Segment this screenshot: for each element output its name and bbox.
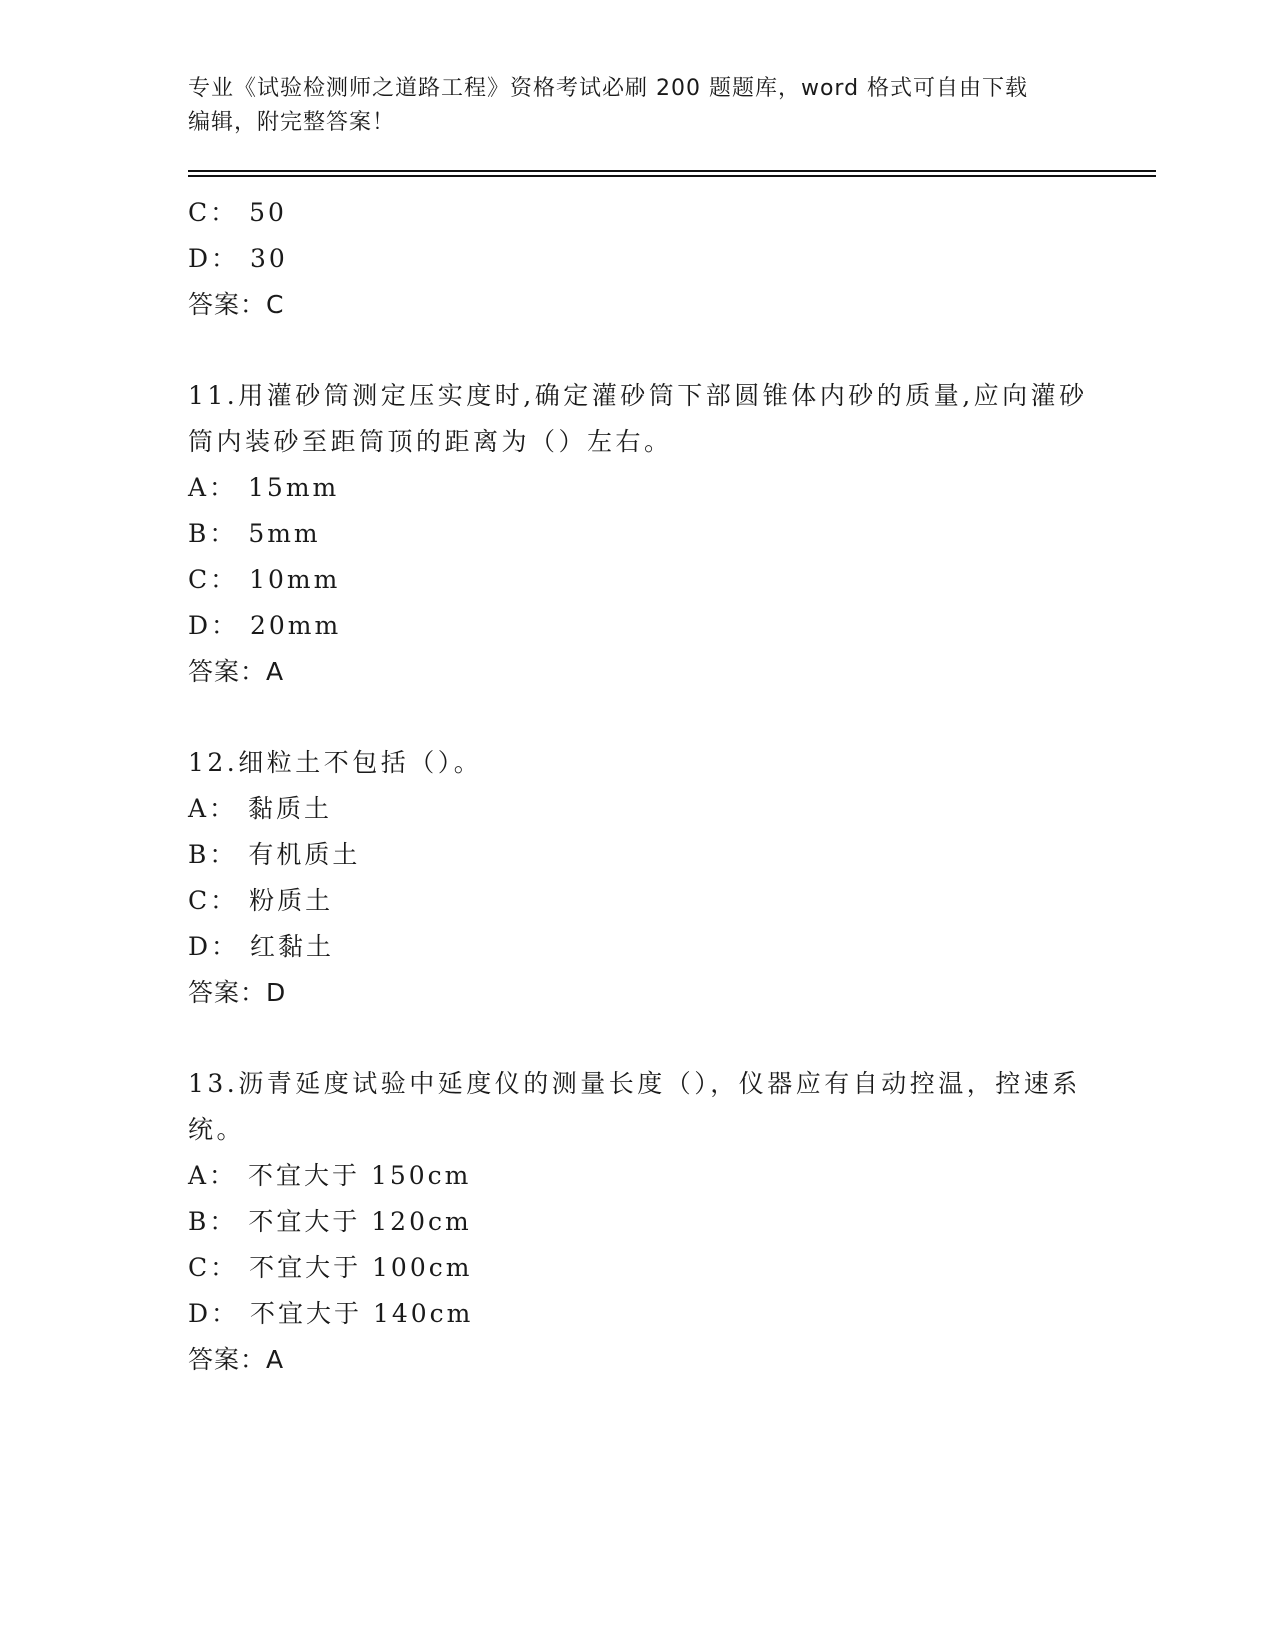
option-d: D： 20mm — [188, 611, 342, 640]
option-c: C： 不宜大于 100cm — [188, 1253, 473, 1282]
option-d: D： 30 — [188, 244, 288, 273]
question-list — [188, 190, 1108, 1383]
option-a: A： 不宜大于 150cm — [188, 1161, 472, 1190]
option-d: D： 不宜大于 140cm — [188, 1299, 474, 1328]
option-b: B： 不宜大于 120cm — [188, 1207, 472, 1236]
question-text: 12.细粒土不包括（）。 — [188, 748, 483, 777]
option-c: C： 粉质土 — [188, 886, 334, 915]
option-b: B： 有机质土 — [188, 840, 361, 869]
question-13 — [188, 1061, 1108, 1383]
option-b: B： 5mm — [188, 519, 321, 548]
answer-line: 答案：C — [188, 290, 285, 319]
header-divider-bottom — [188, 175, 1156, 177]
option-a: A： 黏质土 — [188, 794, 333, 823]
question-12 — [188, 740, 1108, 1016]
header-title-line-2: 编辑，附完整答案！ — [188, 110, 396, 135]
answer-line: 答案：D — [188, 978, 287, 1007]
answer-line: 答案：A — [188, 657, 285, 686]
question-prev-continuation — [188, 190, 1108, 328]
question-11 — [188, 373, 1108, 695]
option-c: C： 50 — [188, 198, 287, 227]
question-text: 13.沥青延度试验中延度仪的测量长度（），仪器应有自动控温，控速系统。 — [188, 1069, 1081, 1144]
page-header — [188, 72, 1088, 140]
option-d: D： 红黏土 — [188, 932, 334, 961]
option-a: A： 15mm — [188, 473, 340, 502]
header-title-line-1: 专业《试验检测师之道路工程》资格考试必刷 200 题题库，word 格式可自由下载 — [188, 76, 1029, 101]
header-divider-top — [188, 170, 1156, 172]
option-c: C： 10mm — [188, 565, 341, 594]
answer-line: 答案：A — [188, 1345, 285, 1374]
question-text: 11.用灌砂筒测定压实度时,确定灌砂筒下部圆锥体内砂的质量,应向灌砂筒内装砂至距筒顶的距离为（）左右。 — [188, 381, 1088, 456]
